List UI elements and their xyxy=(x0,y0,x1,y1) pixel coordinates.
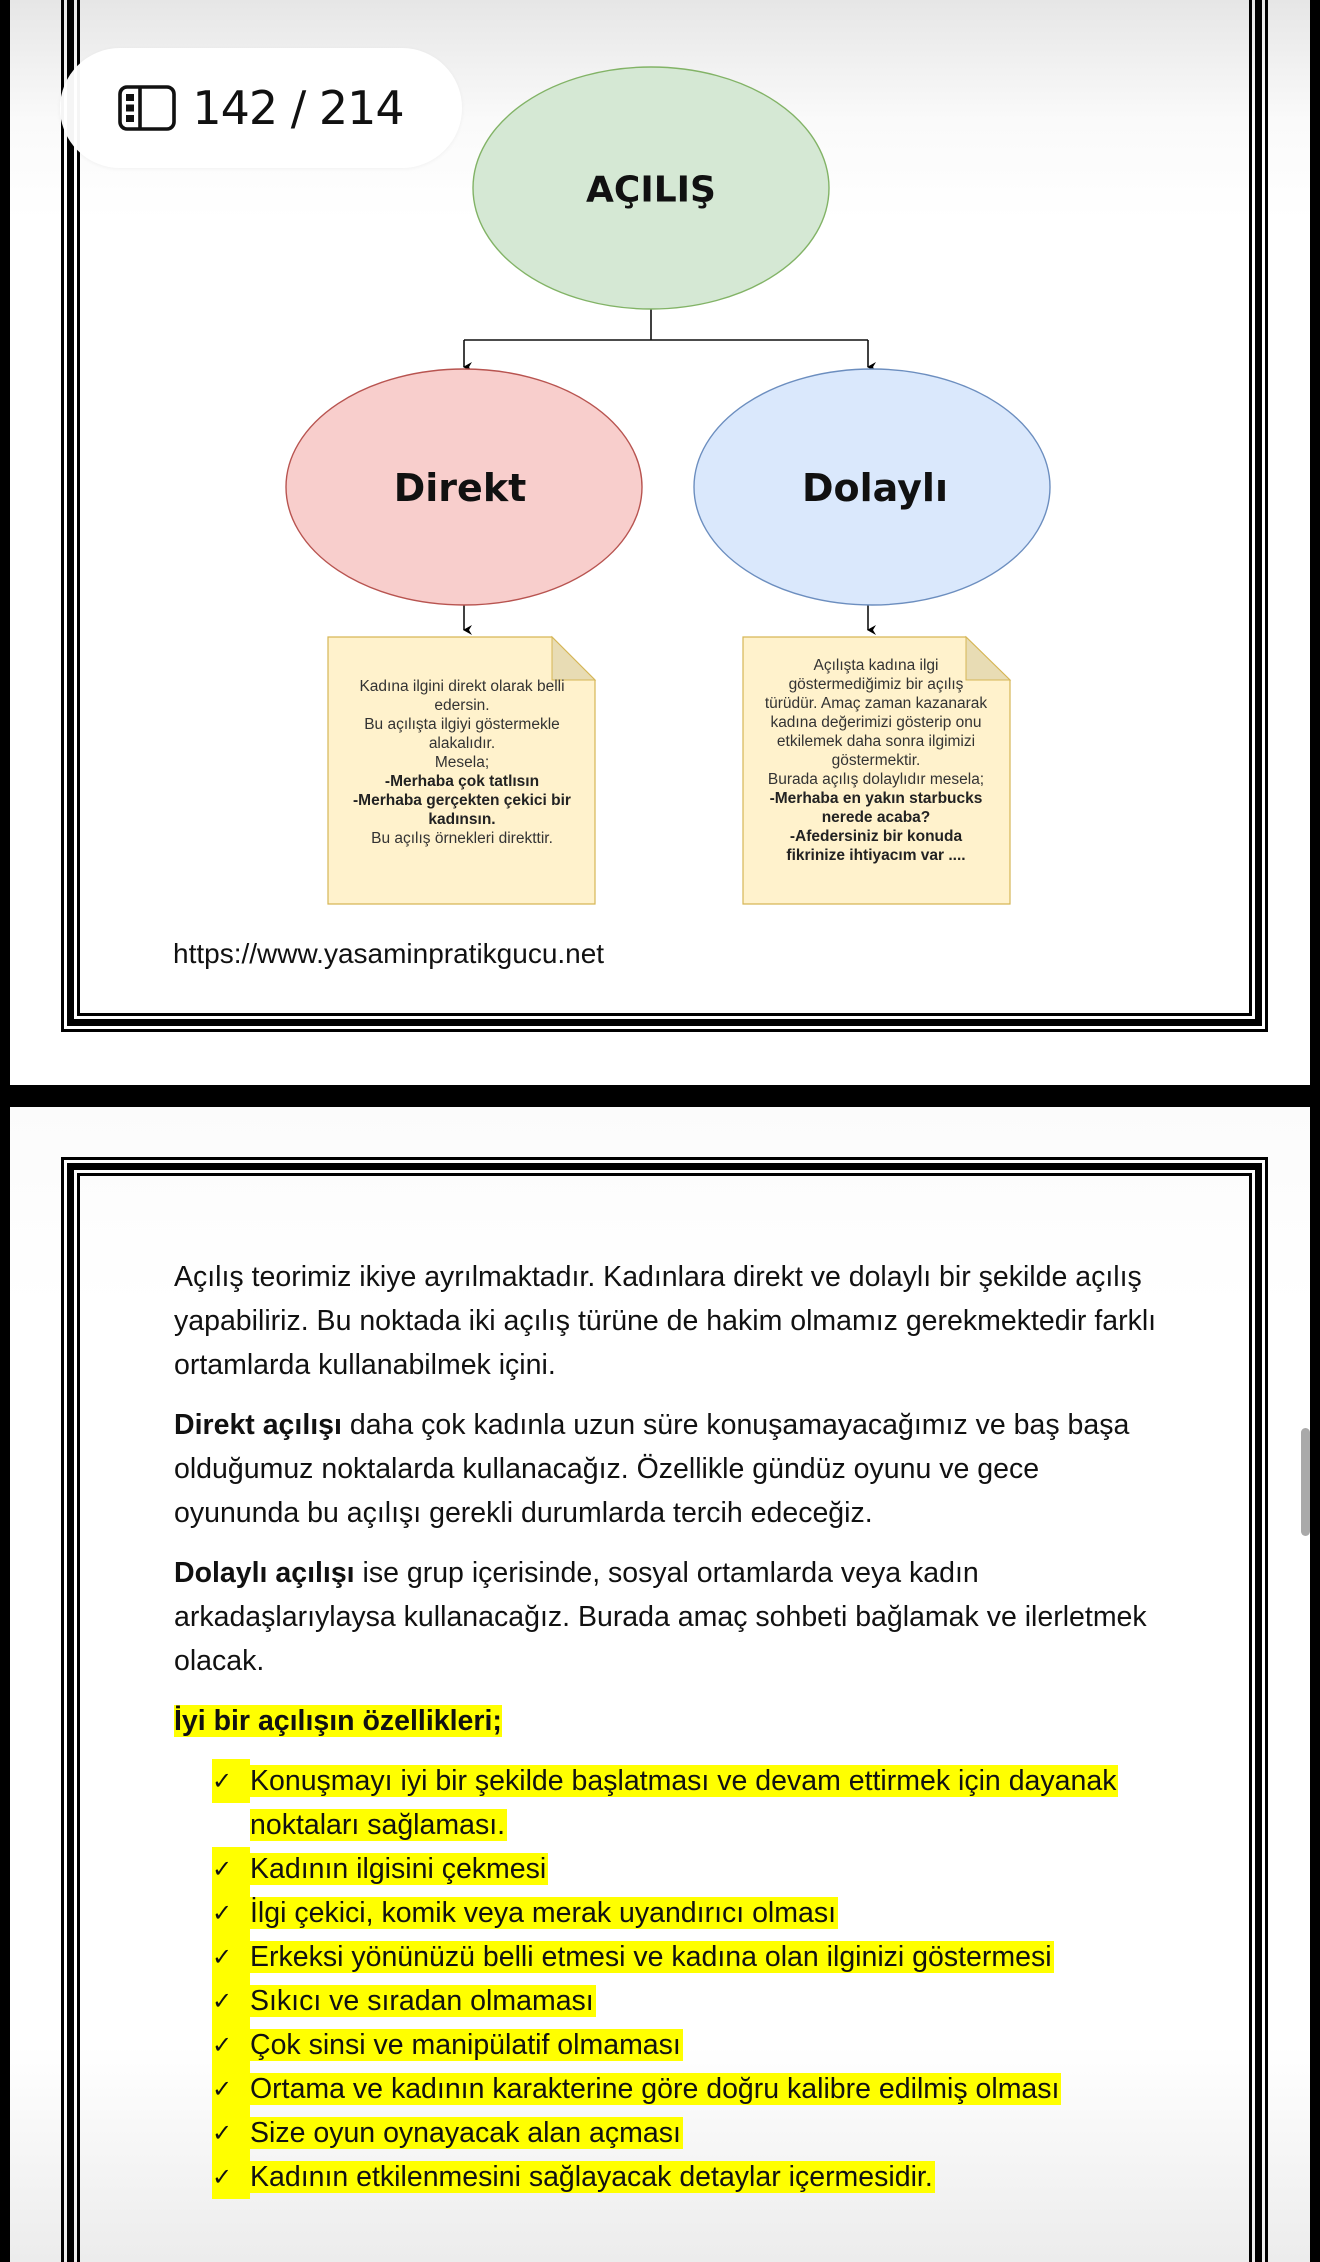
note-line: Mesela; xyxy=(434,754,490,771)
node-direkt-label: Direkt xyxy=(393,466,527,510)
note-line: etkilemek daha sonra ilgimizi xyxy=(776,733,976,750)
checkmark-icon: ✓ xyxy=(212,1759,250,1803)
feature-text: Kadının etkilenmesini sağlayacak detaylar içermesidir. xyxy=(250,2161,933,2193)
note-line: Kadına ilgini direkt olarak belli xyxy=(359,678,565,695)
note-line: göstermediğimiz bir açılış xyxy=(788,676,964,693)
indirect-paragraph xyxy=(174,1551,1164,1683)
note-line: kadına değerimizi gösterip onu xyxy=(770,714,982,731)
note-line: fikrinize ihtiyacım var .... xyxy=(786,847,966,864)
note-line: Burada açılış dolaylıdır mesela; xyxy=(767,771,985,788)
feature-item xyxy=(212,2155,1164,2199)
features-list xyxy=(174,1759,1164,2199)
page-thumbnails-icon xyxy=(118,85,176,131)
feature-item xyxy=(212,2067,1164,2111)
note-line: -Merhaba gerçekten çekici bir xyxy=(353,792,571,809)
feature-item xyxy=(212,1759,1164,1847)
note-line: Bu açılış örnekleri direkttir. xyxy=(371,830,553,847)
note-direkt-fold xyxy=(552,637,595,680)
feature-item xyxy=(212,1891,1164,1935)
checkmark-icon: ✓ xyxy=(212,1935,250,1979)
feature-text: Ortama ve kadının karakterine göre doğru kalibre edilmiş olması xyxy=(250,2073,1060,2105)
feature-item xyxy=(212,2111,1164,2155)
feature-text: Sıkıcı ve sıradan olmaması xyxy=(250,1985,594,2017)
node-dolayli-label: Dolaylı xyxy=(802,466,948,510)
note-line: -Merhaba en yakın starbucks xyxy=(769,790,983,807)
checkmark-icon: ✓ xyxy=(212,2023,250,2067)
checkmark-icon: ✓ xyxy=(212,2155,250,2199)
note-line: kadınsın. xyxy=(428,811,496,828)
node-acilis-label: AÇILIŞ xyxy=(586,169,716,211)
note-line: nerede acaba? xyxy=(821,809,931,826)
note-direkt-text xyxy=(332,677,592,848)
vertical-scrollbar[interactable] xyxy=(1301,1428,1310,1536)
document-viewer[interactable] xyxy=(10,0,1310,2262)
feature-text: Konuşmayı iyi bir şekilde başlatması ve devam ettirmek için dayanak noktaları sağlaması. xyxy=(250,1765,1117,1841)
checkmark-icon: ✓ xyxy=(212,1847,250,1891)
checkmark-icon: ✓ xyxy=(212,1891,250,1935)
page-143-content xyxy=(174,1255,1164,2199)
indirect-term: Dolaylı açılışı xyxy=(174,1557,355,1589)
indirect-text: ise grup içerisinde, sosyal ortamlarda veya kadın arkadaşlarıylaysa kullanacağız. Burada amaç sohbeti bağlamak ve ilerletmek olacak. xyxy=(174,1557,1147,1677)
checkmark-icon: ✓ xyxy=(212,1979,250,2023)
direct-term: Direkt açılışı xyxy=(174,1409,342,1441)
note-dolayli-text xyxy=(738,656,1014,865)
direct-text: daha çok kadınla uzun süre konuşamayacağımız ve baş başa olduğumuz noktalarda kullanacağız. Özellikle gündüz oyunu ve gece oyununda bu açılışı gerekli durumlarda tercih edeceğiz. xyxy=(174,1409,1130,1529)
note-line: -Merhaba çok tatlısın xyxy=(384,773,540,790)
feature-text: Kadının ilgisini çekmesi xyxy=(250,1853,547,1885)
note-line: türüdür. Amaç zaman kazanarak xyxy=(764,695,988,712)
checkmark-icon: ✓ xyxy=(212,2111,250,2155)
checkmark-icon: ✓ xyxy=(212,2067,250,2111)
features-heading xyxy=(174,1699,1164,1743)
source-url: https://www.yasaminpratikgucu.net xyxy=(173,938,605,969)
page-counter-text: 142 / 214 xyxy=(192,81,404,135)
feature-item xyxy=(212,1979,1164,2023)
note-line: alakalıdır. xyxy=(428,735,496,752)
feature-item xyxy=(212,2023,1164,2067)
intro-paragraph: Açılış teorimiz ikiye ayrılmaktadır. Kadınlara direkt ve dolaylı bir şekilde açılış yapabiliriz. Bu noktada iki açılış türüne de hakim olmamız gerekmektedir farklı ortamlarda kullanabilmek içini. xyxy=(174,1261,1157,1381)
note-line: edersin. xyxy=(434,697,490,714)
feature-text: Erkeksi yönünüzü belli etmesi ve kadına olan ilginizi göstermesi xyxy=(250,1941,1052,1973)
note-line: -Afedersiniz bir konuda xyxy=(789,828,963,845)
note-line: göstermektir. xyxy=(831,752,921,769)
direct-paragraph xyxy=(174,1403,1164,1535)
connector-root-to-branches xyxy=(464,309,868,340)
feature-text: Size oyun oynayacak alan açması xyxy=(250,2117,681,2149)
feature-item xyxy=(212,1935,1164,1979)
note-line: Bu açılışta ilgiyi göstermekle xyxy=(364,716,560,733)
feature-text: İlgi çekici, komik veya merak uyandırıcı olması xyxy=(250,1897,837,1929)
page-counter[interactable] xyxy=(60,48,462,168)
feature-item xyxy=(212,1847,1164,1891)
feature-text: Çok sinsi ve manipülatif olmaması xyxy=(250,2029,681,2061)
note-line: Açılışta kadına ilgi xyxy=(813,657,939,674)
features-heading-text: İyi bir açılışın özellikleri; xyxy=(174,1705,502,1737)
